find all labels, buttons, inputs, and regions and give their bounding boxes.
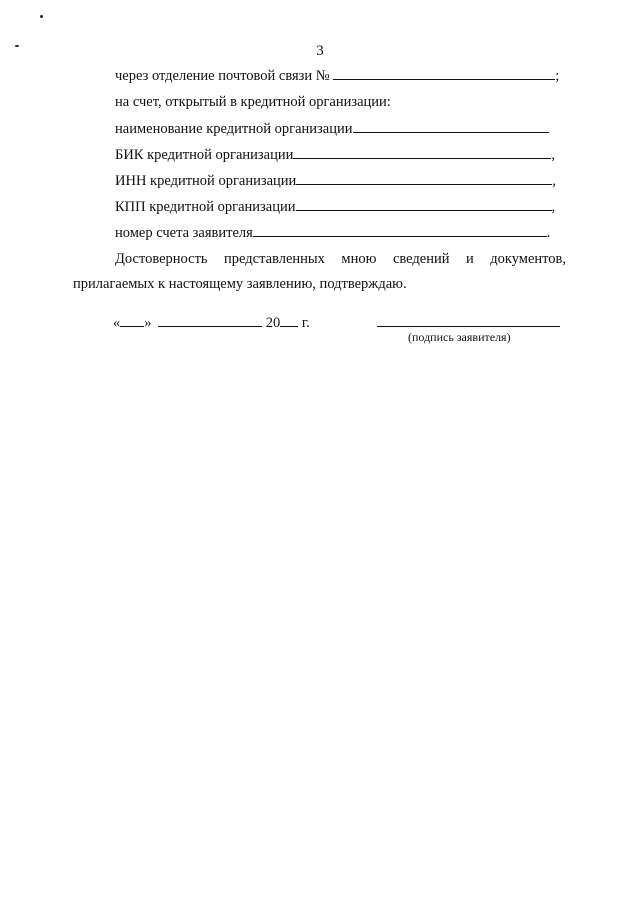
account-number-row — [115, 223, 550, 241]
bik-row — [115, 145, 555, 163]
bik-terminator: , — [551, 147, 555, 163]
bank-name-row — [115, 119, 549, 137]
kpp-blank[interactable] — [296, 197, 552, 211]
bank-name-blank[interactable] — [353, 119, 549, 133]
date-row — [113, 313, 310, 332]
signature-caption: (подпись заявителя) — [408, 330, 511, 344]
date-close-quote: » — [144, 315, 152, 331]
page-number: 3 — [316, 43, 324, 59]
signature-line[interactable] — [377, 326, 560, 327]
kpp-terminator: , — [551, 199, 556, 215]
post-office-row — [115, 66, 559, 84]
inn-terminator: , — [552, 173, 556, 189]
inn-blank[interactable] — [296, 171, 552, 185]
year-suffix: г. — [301, 315, 310, 331]
bank-name-label: наименование кредитной организации — [115, 121, 353, 137]
scan-speck — [40, 15, 43, 18]
certification-line-1 — [115, 250, 566, 268]
cert-word: и — [465, 251, 474, 267]
certification-line-2: прилагаемых к настоящему заявлению, подтверждаю. — [73, 276, 407, 292]
cert-word: сведений — [392, 251, 450, 267]
inn-label: ИНН кредитной организации — [115, 173, 297, 189]
date-open-quote: « — [113, 315, 121, 331]
month-blank[interactable] — [158, 313, 262, 327]
cert-word: Достоверность — [115, 251, 208, 267]
cert-word: представленных — [224, 251, 325, 267]
cert-word: документов, — [490, 251, 567, 267]
kpp-row — [115, 197, 555, 215]
bik-blank[interactable] — [293, 145, 551, 159]
account-intro: на счет, открытый в кредитной организации: — [115, 94, 391, 110]
day-blank[interactable] — [120, 313, 144, 327]
bik-label: БИК кредитной организации — [115, 147, 294, 163]
post-office-label: через отделение почтовой связи № — [115, 68, 330, 84]
post-office-terminator: ; — [555, 68, 560, 84]
kpp-label: КПП кредитной организации — [115, 199, 296, 215]
account-number-label: номер счета заявителя — [115, 225, 253, 241]
account-number-blank[interactable] — [253, 223, 547, 237]
post-office-number-blank[interactable] — [333, 66, 555, 80]
year-prefix: 20 — [265, 315, 281, 331]
scan-speck — [15, 45, 19, 47]
account-number-terminator: . — [546, 225, 551, 241]
inn-row — [115, 171, 556, 189]
cert-word: мною — [341, 251, 377, 267]
year-blank[interactable] — [280, 313, 298, 327]
